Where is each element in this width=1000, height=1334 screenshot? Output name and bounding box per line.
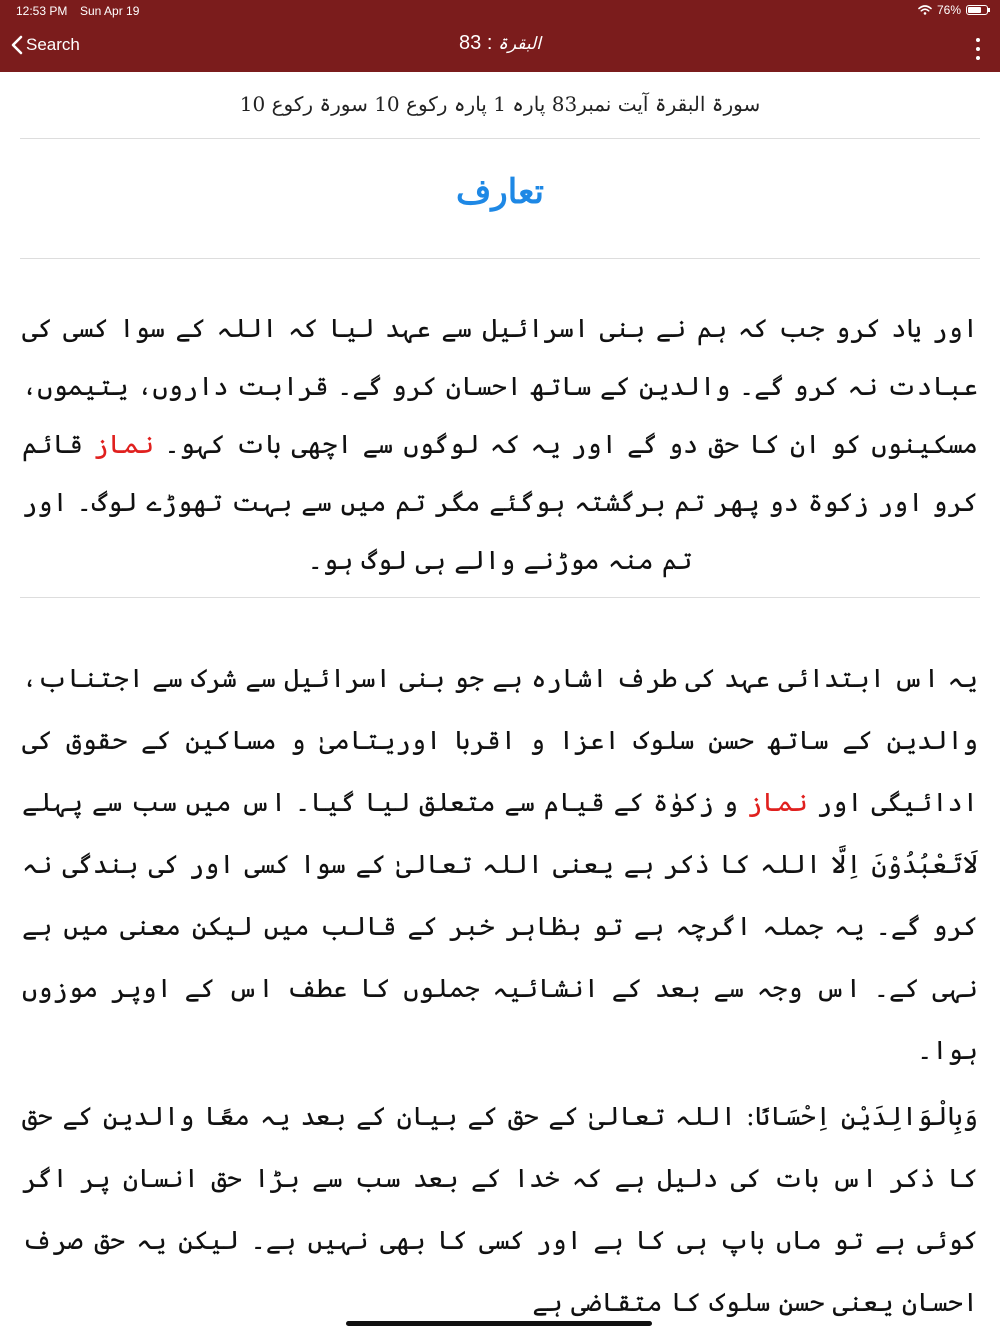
commentary-highlight: نماز [746, 788, 808, 818]
verse-text: قائم کرو اور زکوۃ دو پھر تم برگشتہ ہوگئے مگر تم میں سے بہت تھوڑے لوگ۔ اور تم منہ موڑنے والے ہی لوگ ہو۔ [22, 430, 978, 576]
verse-text: اور یاد کرو جب کہ ہم نے بنی اسرائیل سے عہد لیا کہ اللہ کے سوا کسی کی عبادت نہ کرو گے۔ والدین کے ساتھ احسان کرو گے۔ قرابت داروں، یتیموں، مسکینوں کو ان کا حق دو گے اور یہ کہ لوگوں سے اچھی بات کہو۔ [22, 314, 978, 460]
verse-reference: سورۃ البقرۃ آیت نمبر83 پارہ 1 پارہ رکوع 10 سورۃ رکوع 10 [239, 92, 761, 116]
more-options-button[interactable] [974, 38, 982, 60]
commentary-paragraph [22, 648, 978, 1082]
page-title [0, 32, 1000, 55]
battery-tip [988, 8, 990, 12]
battery-percentage: 76% [936, 3, 961, 17]
page-title-separator: : [481, 32, 498, 54]
commentary [22, 648, 978, 1334]
verse-highlight: نماز [93, 430, 155, 460]
divider [20, 138, 980, 139]
wifi-icon [918, 5, 932, 15]
battery-icon [966, 5, 988, 15]
divider [20, 258, 980, 259]
back-button-label: Search [26, 35, 80, 54]
more-vertical-icon-dot [976, 56, 980, 60]
divider [20, 597, 980, 598]
status-date: Sun Apr 19 [80, 4, 140, 18]
status-indicators [918, 3, 988, 17]
battery-level [968, 7, 981, 13]
commentary-paragraph [22, 1086, 978, 1334]
page-title-surah: البقرۃ [497, 34, 541, 53]
section-heading: تعارف [456, 172, 544, 212]
page-title-verse-number: 83 [459, 32, 482, 54]
commentary-text: یہ اس ابتدائی عہد کی طرف اشارہ ہے جو بنی اسرائیل سے شرک سے اجتناب، والدین کے ساتھ حسن سلوک اعزا و اقربا اوریتامیٰ و مساکین کے حقوق کی ادائیگی اور [22, 664, 978, 818]
navigation-bar [0, 0, 1000, 72]
commentary-text: و زکوٰۃ کے قیام سے متعلق لیا گیا۔ اس میں سب سے پہلے لَاتَعْبُدُوْنَ اِلَّا اللہ کا ذکر ہے یعنی اللہ تعالیٰ کے سوا کسی اور کی بندگی نہ کرو گے۔ یہ جملہ اگرچہ ہے تو بظاہر خبر کے قالب میں لیکن معنی میں ہے نہی کے۔ اس وجہ سے بعد کے انشائیہ جملوں کا عطف اس کے اوپر موزوں ہوا۔ [22, 788, 978, 1066]
more-vertical-icon-dot [976, 47, 980, 51]
commentary-text: وَبِالْوَالِدَيْنِ اِحْسَانًا: اللہ تعالیٰ کے حق کے بیان کے بعد یہ معًا والدین کے حق کا ذکر اس بات کی دلیل ہے کہ خدا کے بعد سب سے بڑا حق انسان پر اگر کوئی ہے تو ماں باپ ہی کا ہے اور کسی کا بھی نہیں ہے۔ لیکن یہ حق صرف احسان یعنی حسن سلوک کا متقاضی ہے [22, 1102, 978, 1318]
more-vertical-icon-dot [976, 38, 980, 42]
status-time: 12:53 PM [16, 4, 68, 18]
home-indicator[interactable] [346, 1321, 652, 1326]
verse-translation [22, 300, 978, 590]
